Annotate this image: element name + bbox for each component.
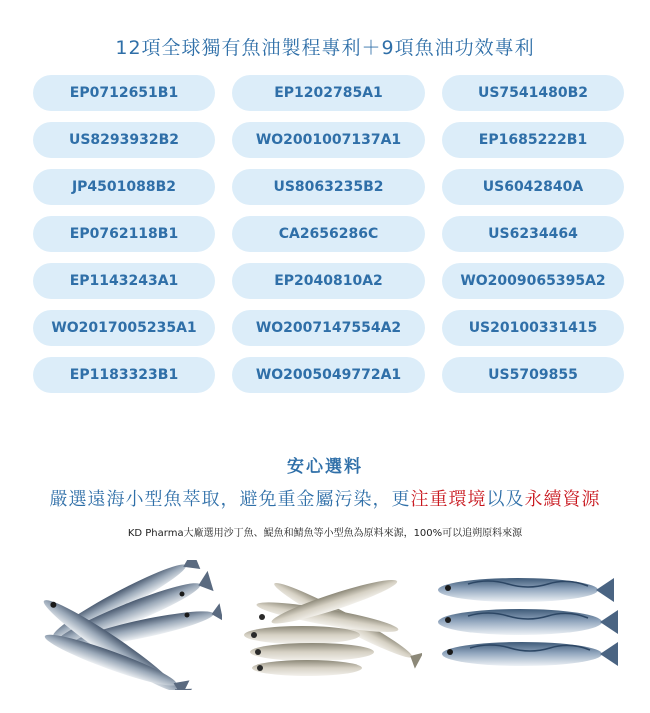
patent-pill: EP1202785A1	[232, 75, 425, 111]
subtitle-highlight: 永續資源	[524, 489, 601, 510]
subtitle-text: 嚴選遠海小型魚萃取，避免重金屬污染，更	[49, 489, 411, 510]
patent-grid	[33, 75, 623, 393]
patent-pill: EP1183323B1	[33, 357, 215, 393]
patent-pill: US6042840A	[442, 169, 624, 205]
mackerel-image	[428, 560, 620, 690]
sardines-image	[32, 560, 222, 690]
subtitle-text: 以及	[486, 489, 525, 510]
patent-pill: WO2005049772A1	[232, 357, 425, 393]
section-title: 安心選料	[287, 457, 363, 477]
patent-pill: WO2001007137A1	[232, 122, 425, 158]
patent-pill: JP4501088B2	[33, 169, 215, 205]
patent-pill: EP1143243A1	[33, 263, 215, 299]
patent-pill: WO2017005235A1	[33, 310, 215, 346]
patents-header: 12項全球獨有魚油製程專利＋9項魚油功效專利	[115, 37, 535, 59]
patent-pill: WO2007147554A2	[232, 310, 425, 346]
patent-pill: US5709855	[442, 357, 624, 393]
anchovies-image	[232, 560, 422, 690]
source-note: KD Pharma大廠選用沙丁魚、鯷魚和鯖魚等小型魚為原料來源，100%可以追朔原料來源	[127, 528, 523, 539]
patent-pill: US6234464	[442, 216, 624, 252]
patent-pill: WO2009065395A2	[442, 263, 624, 299]
subtitle-highlight: 注重環境	[410, 489, 487, 510]
patent-pill: CA2656286C	[232, 216, 425, 252]
patent-pill: EP0712651B1	[33, 75, 215, 111]
patent-pill: US7541480B2	[442, 75, 624, 111]
section-subtitle	[0, 485, 650, 511]
patent-pill: EP0762118B1	[33, 216, 215, 252]
patent-pill: EP1685222B1	[442, 122, 624, 158]
patent-pill: EP2040810A2	[232, 263, 425, 299]
patent-pill: US8293932B2	[33, 122, 215, 158]
patent-pill: US20100331415	[442, 310, 624, 346]
patent-pill: US8063235B2	[232, 169, 425, 205]
